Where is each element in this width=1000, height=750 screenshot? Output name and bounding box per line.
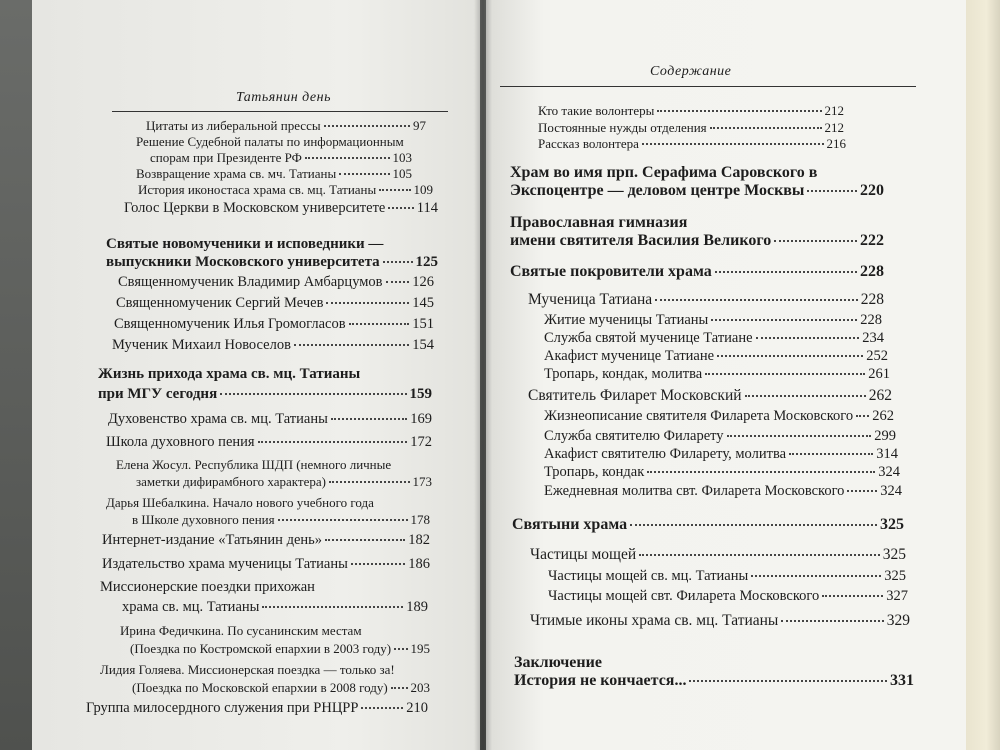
- toc-entry: Духовенство храма св. мц. Татианы 169: [108, 411, 432, 427]
- toc-section-line: Святые новомученики и исповедники —: [106, 236, 384, 252]
- toc-section-line: Храм во имя прп. Серафима Саровского в: [510, 164, 818, 181]
- left-header-rule: [112, 111, 448, 112]
- toc-entry-line: Миссионерские поездки прихожан: [100, 579, 315, 595]
- toc-entry: Служба святой мученице Татиане 234: [544, 330, 884, 346]
- toc-entry: Рассказ волонтера 216: [538, 136, 846, 151]
- toc-section-line: Заключение: [514, 654, 602, 671]
- toc-entry: Тропарь, кондак 324: [544, 464, 900, 480]
- toc-entry: Цитаты из либеральной прессы 97: [146, 118, 426, 133]
- toc-entry: Издательство храма мученицы Татианы 186: [102, 556, 430, 572]
- toc-entry: Служба святителю Филарету 299: [544, 428, 896, 444]
- toc-section: выпускники Московского университета 125: [106, 254, 438, 270]
- toc-entry: Священномученик Сергий Мечев 145: [116, 295, 434, 311]
- toc-entry-line: Ирина Федичкина. По сусанинским местам: [120, 623, 362, 638]
- toc-entry: Школа духовного пения 172: [106, 434, 432, 450]
- toc-entry: Акафист святителю Филарету, молитва 314: [544, 446, 898, 462]
- toc-entry: Кто такие волонтеры 212: [538, 103, 844, 118]
- toc-section: Святыни храма 325: [512, 516, 904, 533]
- toc-entry: Житие мученицы Татианы 228: [544, 312, 882, 328]
- toc-section: при МГУ сегодня 159: [98, 386, 432, 402]
- toc-entry: храма св. мц. Татианы 189: [122, 599, 428, 615]
- toc-entry: заметки дифирамбного характера) 173: [136, 474, 432, 489]
- toc-section: История не кончается... 331: [514, 672, 914, 689]
- toc-section: Экспоцентре — деловом центре Москвы 220: [510, 182, 884, 199]
- toc-entry: (Поездка по Московской епархии в 2008 году) 203: [132, 680, 430, 695]
- toc-entry: Акафист мученице Татиане 252: [544, 348, 888, 364]
- toc-entry: Частицы мощей св. мц. Татианы 325: [548, 568, 906, 584]
- toc-entry: Ежедневная молитва свт. Филарета Московского 324: [544, 483, 902, 499]
- toc-section: Святые покровители храма 228: [510, 263, 884, 280]
- right-running-head: Содержание: [650, 64, 732, 79]
- toc-entry: спорам при Президенте РФ 103: [150, 150, 412, 165]
- toc-entry: Группа милосердного служения при РНЦРР 210: [86, 700, 428, 716]
- toc-entry-line: Решение Судебной палаты по информационным: [136, 134, 404, 149]
- toc-entry-line: Лидия Голяева. Миссионерская поездка — только за!: [100, 662, 395, 677]
- toc-entry: Мученица Татиана 228: [528, 291, 884, 308]
- toc-entry: История иконостаса храма св. мц. Татианы 109: [138, 182, 433, 197]
- toc-entry: Голос Церкви в Московском университете 114: [124, 200, 438, 216]
- toc-section-line: Православная гимназия: [510, 214, 688, 231]
- toc-entry: Частицы мощей 325: [530, 546, 906, 563]
- toc-entry: Мученик Михаил Новоселов 154: [112, 337, 434, 353]
- toc-entry: Постоянные нужды отделения 212: [538, 120, 844, 135]
- right-header-rule: [500, 86, 916, 87]
- toc-entry: (Поездка по Костромской епархии в 2003 году) 195: [130, 641, 430, 656]
- toc-entry: Святитель Филарет Московский 262: [528, 387, 892, 404]
- toc-entry: Интернет-издание «Татьянин день» 182: [102, 532, 430, 548]
- page-stack-edge: [966, 0, 1000, 750]
- toc-entry: Священномученик Владимир Амбарцумов 126: [118, 274, 434, 290]
- toc-entry: Жизнеописание святителя Филарета Московского 262: [544, 408, 894, 424]
- toc-entry-line: Дарья Шебалкина. Начало нового учебного года: [106, 495, 374, 510]
- toc-entry: Священномученик Илья Громогласов 151: [114, 316, 434, 332]
- toc-entry: в Школе духовного пения 178: [132, 512, 430, 527]
- toc-entry: Тропарь, кондак, молитва 261: [544, 366, 890, 382]
- toc-entry-line: Елена Жосул. Республика ШДП (немного личные: [116, 457, 392, 472]
- left-running-head: Татьянин день: [236, 90, 331, 105]
- toc-entry: Возвращение храма св. мч. Татианы 105: [136, 166, 412, 181]
- toc-section: имени святителя Василия Великого 222: [510, 232, 884, 249]
- toc-entry: Частицы мощей свт. Филарета Московского 327: [548, 588, 908, 604]
- toc-section-line: Жизнь прихода храма св. мц. Татианы: [98, 366, 361, 382]
- toc-entry: Чтимые иконы храма св. мц. Татианы 329: [530, 612, 910, 629]
